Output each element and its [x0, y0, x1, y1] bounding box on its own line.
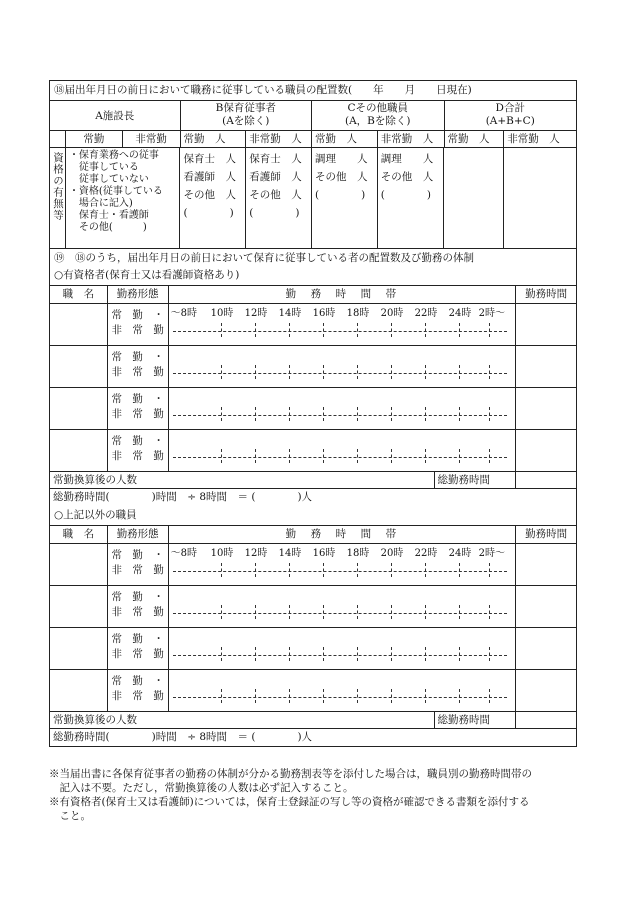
col-c-title: Cその他職員 — [347, 102, 409, 114]
timeline-tick — [255, 365, 256, 379]
timeline-tick — [357, 365, 358, 379]
timeline-cell[interactable] — [169, 670, 517, 711]
job-title-header: 職 名 — [50, 286, 108, 303]
hour-label: 16時 — [312, 308, 336, 319]
work-hours-cell[interactable] — [516, 388, 576, 429]
timeline-tick — [425, 407, 426, 421]
part-time-label: 非 常 勤 — [111, 690, 164, 702]
hour-label: 18時 — [346, 548, 370, 559]
timeline-tick — [391, 323, 392, 337]
schedule-row — [50, 670, 576, 712]
timeline-tick — [221, 605, 222, 619]
work-form-cell — [108, 304, 169, 345]
work-hours-cell[interactable] — [516, 670, 576, 711]
time-band-header: 勤 務 時 間 帯 — [169, 526, 517, 543]
col-b-header — [181, 101, 313, 130]
timeline-tick — [459, 407, 460, 421]
full-time-label: 常 勤 ・ — [111, 549, 164, 561]
timeline-cell[interactable] — [169, 430, 517, 471]
b-part-line: その他 人 — [249, 189, 302, 201]
timeline-tick — [221, 449, 222, 463]
b-full-qual — [180, 148, 246, 248]
a-full-label: 常勤 — [66, 131, 123, 147]
work-form-cell — [108, 544, 169, 585]
timeline-tick — [459, 563, 460, 577]
timeline-line — [173, 457, 508, 458]
full-time-label: 常 勤 ・ — [111, 633, 164, 645]
timeline-tick — [221, 407, 222, 421]
work-hours-cell[interactable] — [516, 304, 576, 345]
timeline-tick — [323, 449, 324, 463]
qualified-title: ○有資格者(保育士又は看護師資格あり) — [54, 269, 240, 281]
other-staff-block — [50, 526, 576, 746]
a-line: 従事している — [68, 162, 139, 173]
timeline-tick — [391, 365, 392, 379]
a-line: ・保育業務への従事 — [68, 150, 159, 161]
total-hours-value[interactable] — [516, 712, 576, 728]
total-hours-label: 総勤務時間 — [435, 472, 517, 488]
timeline-line — [173, 415, 508, 416]
a-part-label: 非常勤 — [123, 131, 181, 147]
sec18-title-row — [50, 81, 576, 101]
hour-label: 22時 — [414, 308, 438, 319]
fte-formula: 総勤務時間( )時間 ÷ 8時間 ＝ ( )人 — [53, 491, 313, 503]
timeline-tick — [425, 605, 426, 619]
job-title-cell[interactable] — [50, 346, 108, 387]
fte-row — [50, 472, 576, 489]
hour-label: 〜8時 — [170, 308, 197, 319]
work-form-header: 勤務形態 — [108, 286, 169, 303]
timeline-tick — [459, 365, 460, 379]
work-form-header: 勤務形態 — [108, 526, 169, 543]
timeline-tick — [289, 407, 290, 421]
total-hours-label: 総勤務時間 — [435, 712, 517, 728]
timeline-tick — [489, 563, 490, 577]
d-full-label: 常勤 人 — [445, 131, 505, 147]
part-time-label: 非 常 勤 — [111, 564, 164, 576]
timeline-tick — [459, 689, 460, 703]
b-full-label: 常勤 人 — [181, 131, 247, 147]
timeline-tick — [357, 563, 358, 577]
timeline-tick — [357, 449, 358, 463]
col-b-sub: (Aを除く) — [222, 115, 270, 127]
timeline-tick — [323, 689, 324, 703]
hour-label: 24時 — [448, 548, 472, 559]
hour-label: 20時 — [380, 308, 404, 319]
fte-label: 常勤換算後の人数 — [50, 472, 435, 488]
timeline-line — [173, 697, 508, 698]
hour-label: 〜8時 — [170, 548, 197, 559]
job-title-cell[interactable] — [50, 544, 108, 585]
timeline-tick — [221, 323, 222, 337]
timeline-tick — [459, 449, 460, 463]
part-time-label: 非 常 勤 — [111, 450, 164, 462]
timeline-line — [173, 331, 508, 332]
job-title-cell[interactable] — [50, 670, 108, 711]
schedule-header-row — [50, 286, 576, 304]
timeline-tick — [357, 647, 358, 661]
a-line: その他( ) — [68, 222, 147, 233]
col-d-header — [445, 101, 577, 130]
timeline-tick — [221, 689, 222, 703]
c-full-qual — [312, 148, 378, 248]
hour-label: 10時 — [210, 308, 234, 319]
timeline-cell[interactable] — [169, 388, 517, 429]
part-time-label: 非 常 勤 — [111, 648, 164, 660]
timeline-cell[interactable] — [169, 586, 517, 627]
work-form-cell — [108, 670, 169, 711]
work-form-cell — [108, 430, 169, 471]
work-hours-cell[interactable] — [516, 544, 576, 585]
sec18-subheader-row — [50, 131, 576, 148]
timeline-tick — [289, 563, 290, 577]
d-full-qual — [444, 148, 504, 248]
job-title-cell[interactable] — [50, 304, 108, 345]
fte-formula: 総勤務時間( )時間 ÷ 8時間 ＝ ( )人 — [53, 731, 313, 743]
b-part-label: 非常勤 人 — [246, 131, 312, 147]
job-title-cell[interactable] — [50, 586, 108, 627]
sec18-body-row — [50, 148, 576, 249]
sec19-title-row — [50, 249, 576, 286]
full-time-label: 常 勤 ・ — [111, 435, 164, 447]
timeline-tick — [323, 365, 324, 379]
other-title-row — [50, 506, 576, 526]
timeline-cell[interactable] — [169, 628, 517, 669]
timeline-tick — [323, 563, 324, 577]
timeline-tick — [255, 689, 256, 703]
full-time-label: 常 勤 ・ — [111, 675, 164, 687]
work-hours-cell[interactable] — [516, 586, 576, 627]
timeline-tick — [323, 605, 324, 619]
hour-label: 12時 — [244, 308, 268, 319]
a-qual-lines — [66, 148, 181, 248]
timeline-tick — [425, 449, 426, 463]
timeline-tick — [459, 323, 460, 337]
timeline-tick — [391, 563, 392, 577]
col-d-title: D合計 — [495, 102, 525, 114]
timeline-tick — [255, 605, 256, 619]
timeline-line — [173, 571, 508, 572]
timeline-tick — [357, 323, 358, 337]
schedule-row — [50, 346, 576, 388]
schedule-row — [50, 304, 576, 346]
job-title-cell[interactable] — [50, 628, 108, 669]
part-time-label: 非 常 勤 — [111, 366, 164, 378]
hour-label: 24時 — [448, 308, 472, 319]
timeline-tick — [489, 449, 490, 463]
hour-label: 2時〜 — [478, 548, 505, 559]
note-line: 記入は不要。ただし，常勤換算後の人数は必ず記入すること。 — [49, 782, 354, 794]
c-part-line: その他 人 — [380, 171, 434, 183]
timeline-tick — [289, 365, 290, 379]
b-full-line: 看護師 人 — [183, 171, 236, 183]
formula-row — [50, 489, 576, 506]
hour-label: 16時 — [312, 548, 336, 559]
timeline-tick — [255, 449, 256, 463]
c-full-line: 調理 人 — [314, 153, 368, 165]
timeline-tick — [289, 647, 290, 661]
timeline-cell[interactable] — [169, 304, 517, 345]
timeline-tick — [425, 689, 426, 703]
schedule-row — [50, 544, 576, 586]
note-line: ※有資格者(保育士又は看護師)については，保育士登録証の写し等の資格が確認できる書類を添付する — [49, 796, 530, 808]
hour-label: 14時 — [278, 308, 302, 319]
fte-row — [50, 712, 576, 729]
b-part-line: 看護師 人 — [249, 171, 302, 183]
sec18-header-row — [50, 101, 576, 131]
full-time-label: 常 勤 ・ — [111, 591, 164, 603]
work-form-cell — [108, 628, 169, 669]
timeline-line — [173, 655, 508, 656]
b-full-line: その他 人 — [183, 189, 236, 201]
col-c-sub: (A，Bを除く) — [345, 115, 411, 127]
staffing-form — [49, 80, 577, 747]
timeline-tick — [255, 647, 256, 661]
col-b-title: B保育従事者 — [215, 102, 276, 114]
work-hours-cell[interactable] — [516, 628, 576, 669]
hour-label: 14時 — [278, 548, 302, 559]
timeline-tick — [425, 323, 426, 337]
other-staff-title: ○上記以外の職員 — [54, 509, 137, 521]
b-full-line: ( ) — [183, 207, 234, 219]
work-hours-header: 勤務時間 — [525, 288, 568, 300]
timeline-cell[interactable] — [169, 544, 517, 585]
hour-label: 22時 — [414, 548, 438, 559]
hour-label: 12時 — [244, 548, 268, 559]
timeline-tick — [489, 365, 490, 379]
schedule-row — [50, 628, 576, 670]
timeline-tick — [425, 365, 426, 379]
qualified-staff-block — [50, 286, 576, 506]
blank-cell — [50, 131, 66, 147]
timeline-tick — [289, 605, 290, 619]
timeline-tick — [323, 323, 324, 337]
timeline-tick — [489, 647, 490, 661]
col-c-header — [312, 101, 445, 130]
fte-label: 常勤換算後の人数 — [50, 712, 435, 728]
timeline-tick — [221, 365, 222, 379]
timeline-tick — [425, 563, 426, 577]
timeline-tick — [459, 647, 460, 661]
a-line: 従事していない — [68, 174, 149, 185]
hour-label: 20時 — [380, 548, 404, 559]
c-part-line: 調理 人 — [380, 153, 434, 165]
timeline-tick — [323, 647, 324, 661]
timeline-tick — [391, 689, 392, 703]
b-part-qual — [246, 148, 312, 248]
job-title-header: 職 名 — [50, 526, 108, 543]
c-part-qual — [378, 148, 445, 248]
timeline-tick — [255, 563, 256, 577]
work-hours-header: 勤務時間 — [525, 528, 568, 540]
schedule-row — [50, 388, 576, 430]
hour-label: 18時 — [346, 308, 370, 319]
full-time-label: 常 勤 ・ — [111, 393, 164, 405]
full-time-label: 常 勤 ・ — [111, 351, 164, 363]
hour-labels — [169, 304, 516, 320]
job-title-cell[interactable] — [50, 388, 108, 429]
timeline-tick — [255, 407, 256, 421]
timeline-tick — [289, 323, 290, 337]
b-full-line: 保育士 人 — [183, 153, 236, 165]
note-line: ※当届出書に各保育従事者の勤務の体制が分かる勤務割表等を添付した場合は，職員別の勤務時間帯の — [49, 768, 532, 780]
note-line: こと。 — [49, 810, 91, 822]
c-full-line: その他 人 — [314, 171, 368, 183]
formula-row — [50, 729, 576, 746]
part-time-label: 非 常 勤 — [111, 408, 164, 420]
b-part-line: ( ) — [249, 207, 300, 219]
a-line: 保育士・看護師 — [68, 210, 149, 221]
timeline-tick — [221, 647, 222, 661]
col-a-header: A施設長 — [50, 101, 181, 130]
timeline-tick — [425, 647, 426, 661]
timeline-tick — [489, 605, 490, 619]
c-part-line: ( ) — [380, 189, 431, 201]
hour-label: 10時 — [210, 548, 234, 559]
timeline-tick — [289, 689, 290, 703]
timeline-tick — [489, 689, 490, 703]
timeline-line — [173, 373, 508, 374]
timeline-tick — [357, 689, 358, 703]
timeline-tick — [391, 605, 392, 619]
timeline-tick — [255, 323, 256, 337]
timeline-tick — [221, 563, 222, 577]
a-line: ・資格(従事している — [68, 186, 163, 197]
a-line: 場合に記入) — [68, 198, 133, 209]
timeline-tick — [391, 647, 392, 661]
col-d-sub: (A+B+C) — [485, 115, 535, 127]
job-title-cell[interactable] — [50, 430, 108, 471]
timeline-line — [173, 613, 508, 614]
work-form-cell — [108, 388, 169, 429]
part-time-label: 非 常 勤 — [111, 606, 164, 618]
schedule-row — [50, 586, 576, 628]
sec19-title: ⑲ ⑱のうち，届出年月日の前日において保育に従事している者の配置数及び勤務の体制 — [54, 252, 474, 264]
timeline-tick — [357, 407, 358, 421]
timeline-tick — [357, 605, 358, 619]
work-form-cell — [108, 586, 169, 627]
hour-labels — [169, 544, 516, 560]
c-part-label: 非常勤 人 — [378, 131, 445, 147]
timeline-tick — [489, 323, 490, 337]
d-part-qual — [504, 148, 576, 248]
timeline-tick — [289, 449, 290, 463]
c-full-line: ( ) — [314, 189, 366, 201]
work-hours-cell[interactable] — [516, 430, 576, 471]
schedule-row — [50, 430, 576, 472]
full-time-label: 常 勤 ・ — [111, 309, 164, 321]
work-form-cell — [108, 346, 169, 387]
notes — [49, 767, 589, 823]
hour-label: 2時〜 — [478, 308, 505, 319]
timeline-tick — [459, 605, 460, 619]
total-hours-value[interactable] — [516, 472, 576, 488]
d-part-label: 非常勤 人 — [507, 133, 560, 145]
part-time-label: 非 常 勤 — [111, 324, 164, 336]
timeline-tick — [489, 407, 490, 421]
c-full-label: 常勤 人 — [312, 131, 378, 147]
work-hours-cell[interactable] — [516, 346, 576, 387]
qual-label: 資格の有無等 — [50, 148, 66, 248]
timeline-tick — [391, 407, 392, 421]
b-part-line: 保育士 人 — [249, 153, 302, 165]
timeline-cell[interactable] — [169, 346, 517, 387]
timeline-tick — [391, 449, 392, 463]
time-band-header: 勤 務 時 間 帯 — [169, 286, 517, 303]
sec18-title: ⑱届出年月日の前日において職務に従事している職員の配置数( 年 月 日現在) — [54, 84, 472, 96]
schedule-header-row — [50, 526, 576, 544]
timeline-tick — [323, 407, 324, 421]
